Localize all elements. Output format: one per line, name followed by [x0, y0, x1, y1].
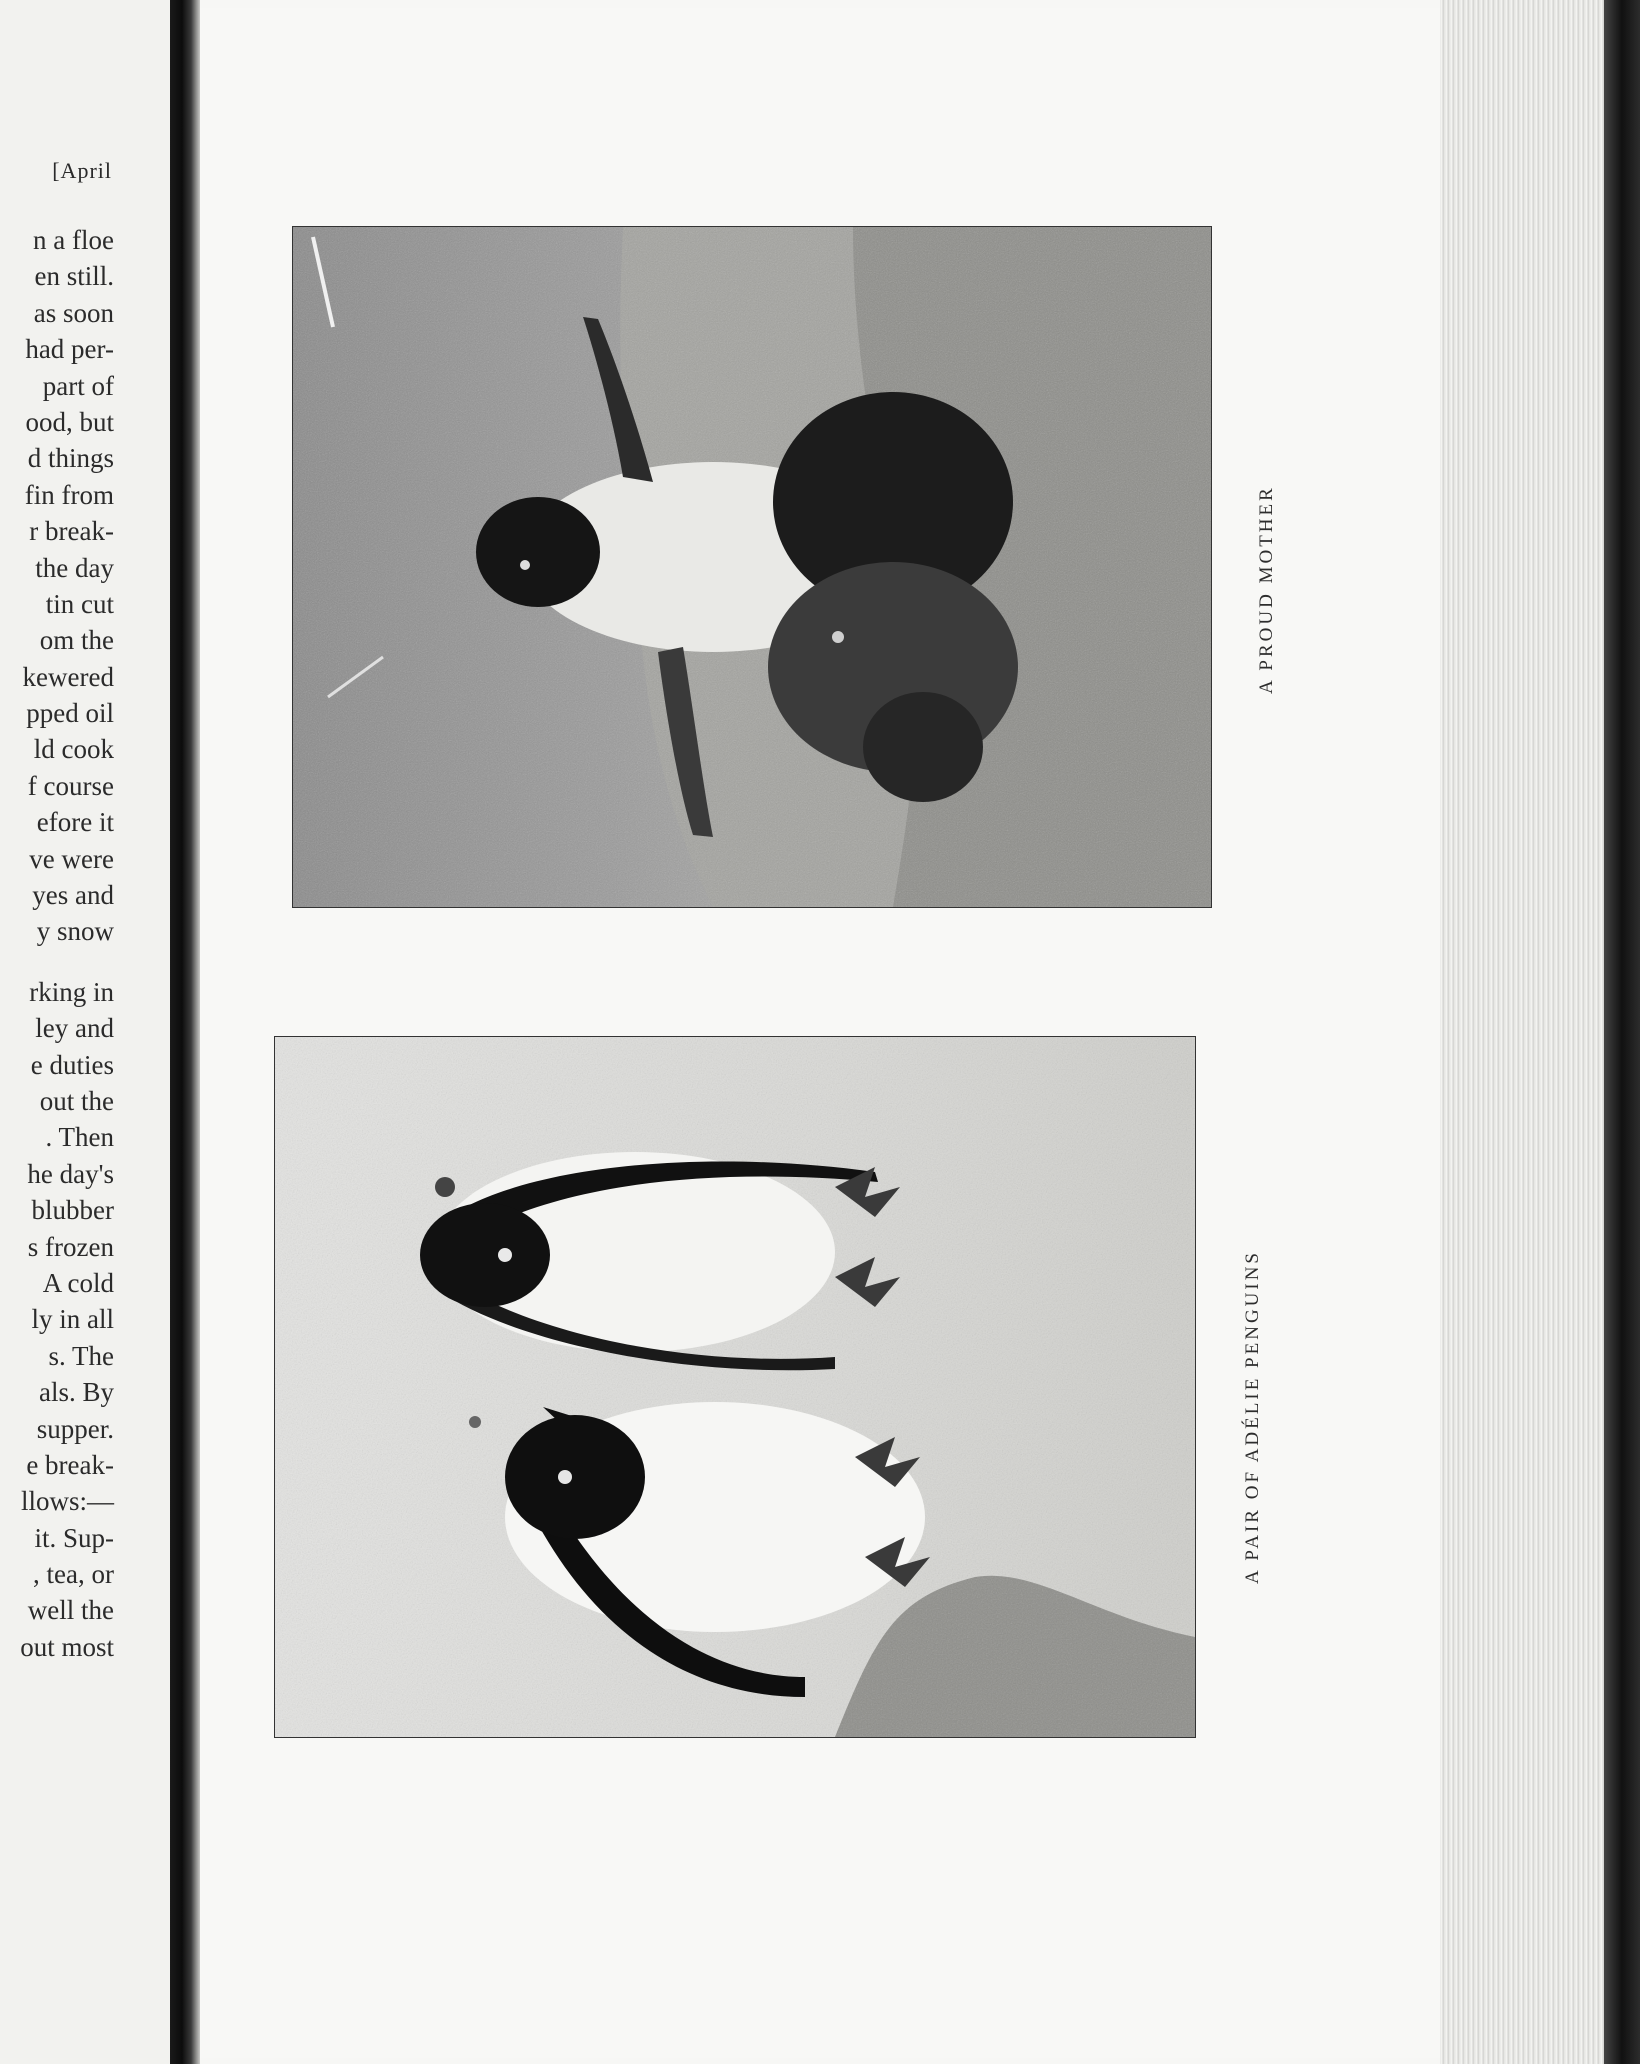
left-page: [0, 0, 176, 2064]
page-edges: [1440, 0, 1610, 2064]
left-page-text: [0, 222, 114, 1665]
text-line: llows:—: [20, 1486, 114, 1517]
text-line: well the: [27, 1595, 114, 1626]
photo-adelie-pair: [274, 1036, 1196, 1738]
text-line: had per-: [25, 334, 114, 365]
text-line: he day's: [27, 1158, 114, 1189]
book-binding: [1604, 0, 1640, 2064]
text-line: tin cut: [45, 588, 114, 619]
text-line: blubber: [31, 1195, 114, 1226]
text-line: s. The: [48, 1340, 114, 1371]
text-line: ley and: [35, 1013, 114, 1044]
caption-proud-mother: A PROUD MOTHER: [1256, 485, 1277, 694]
text-line: y snow: [36, 916, 114, 947]
text-line: ly in all: [31, 1304, 114, 1335]
text-line: kewered: [22, 661, 114, 692]
text-line: , tea, or: [33, 1559, 114, 1590]
text-line: e duties: [30, 1049, 114, 1080]
running-head: [April: [52, 158, 112, 183]
text-line: d things: [27, 443, 114, 474]
paragraph-gap: [0, 950, 114, 974]
adelie-pair-illustration: [275, 1037, 1195, 1737]
text-line: pped oil: [26, 698, 114, 729]
text-line: . Then: [45, 1122, 114, 1153]
text-line: yes and: [32, 880, 114, 911]
photo-proud-mother: [292, 226, 1212, 908]
text-line: s frozen: [27, 1231, 114, 1262]
text-line: als. By: [38, 1377, 114, 1408]
text-line: as soon: [33, 297, 114, 328]
text-line: fin from: [24, 479, 114, 510]
text-line: the day: [35, 552, 114, 583]
text-line: out the: [39, 1085, 114, 1116]
book-gutter: [170, 0, 200, 2064]
text-line: it. Sup-: [34, 1522, 114, 1553]
text-line: ld cook: [33, 734, 114, 765]
text-line: ve were: [29, 843, 114, 874]
text-line: efore it: [36, 807, 114, 838]
text-line: A cold: [42, 1267, 114, 1298]
text-line: f course: [27, 770, 114, 801]
text-line: r break-: [29, 516, 114, 547]
penguin-mother-illustration: [293, 227, 1211, 907]
text-line: part of: [42, 370, 114, 401]
text-line: rking in: [29, 976, 114, 1007]
text-line: en still.: [34, 261, 114, 292]
text-line: e break-: [26, 1449, 114, 1480]
text-line: n a floe: [33, 225, 114, 255]
text-line: out most: [20, 1631, 114, 1662]
text-line: supper.: [36, 1413, 114, 1444]
text-line: ood, but: [25, 406, 114, 437]
text-line: om the: [39, 625, 114, 656]
caption-adelie-pair: A PAIR OF ADÉLIE PENGUINS: [1242, 1250, 1263, 1584]
